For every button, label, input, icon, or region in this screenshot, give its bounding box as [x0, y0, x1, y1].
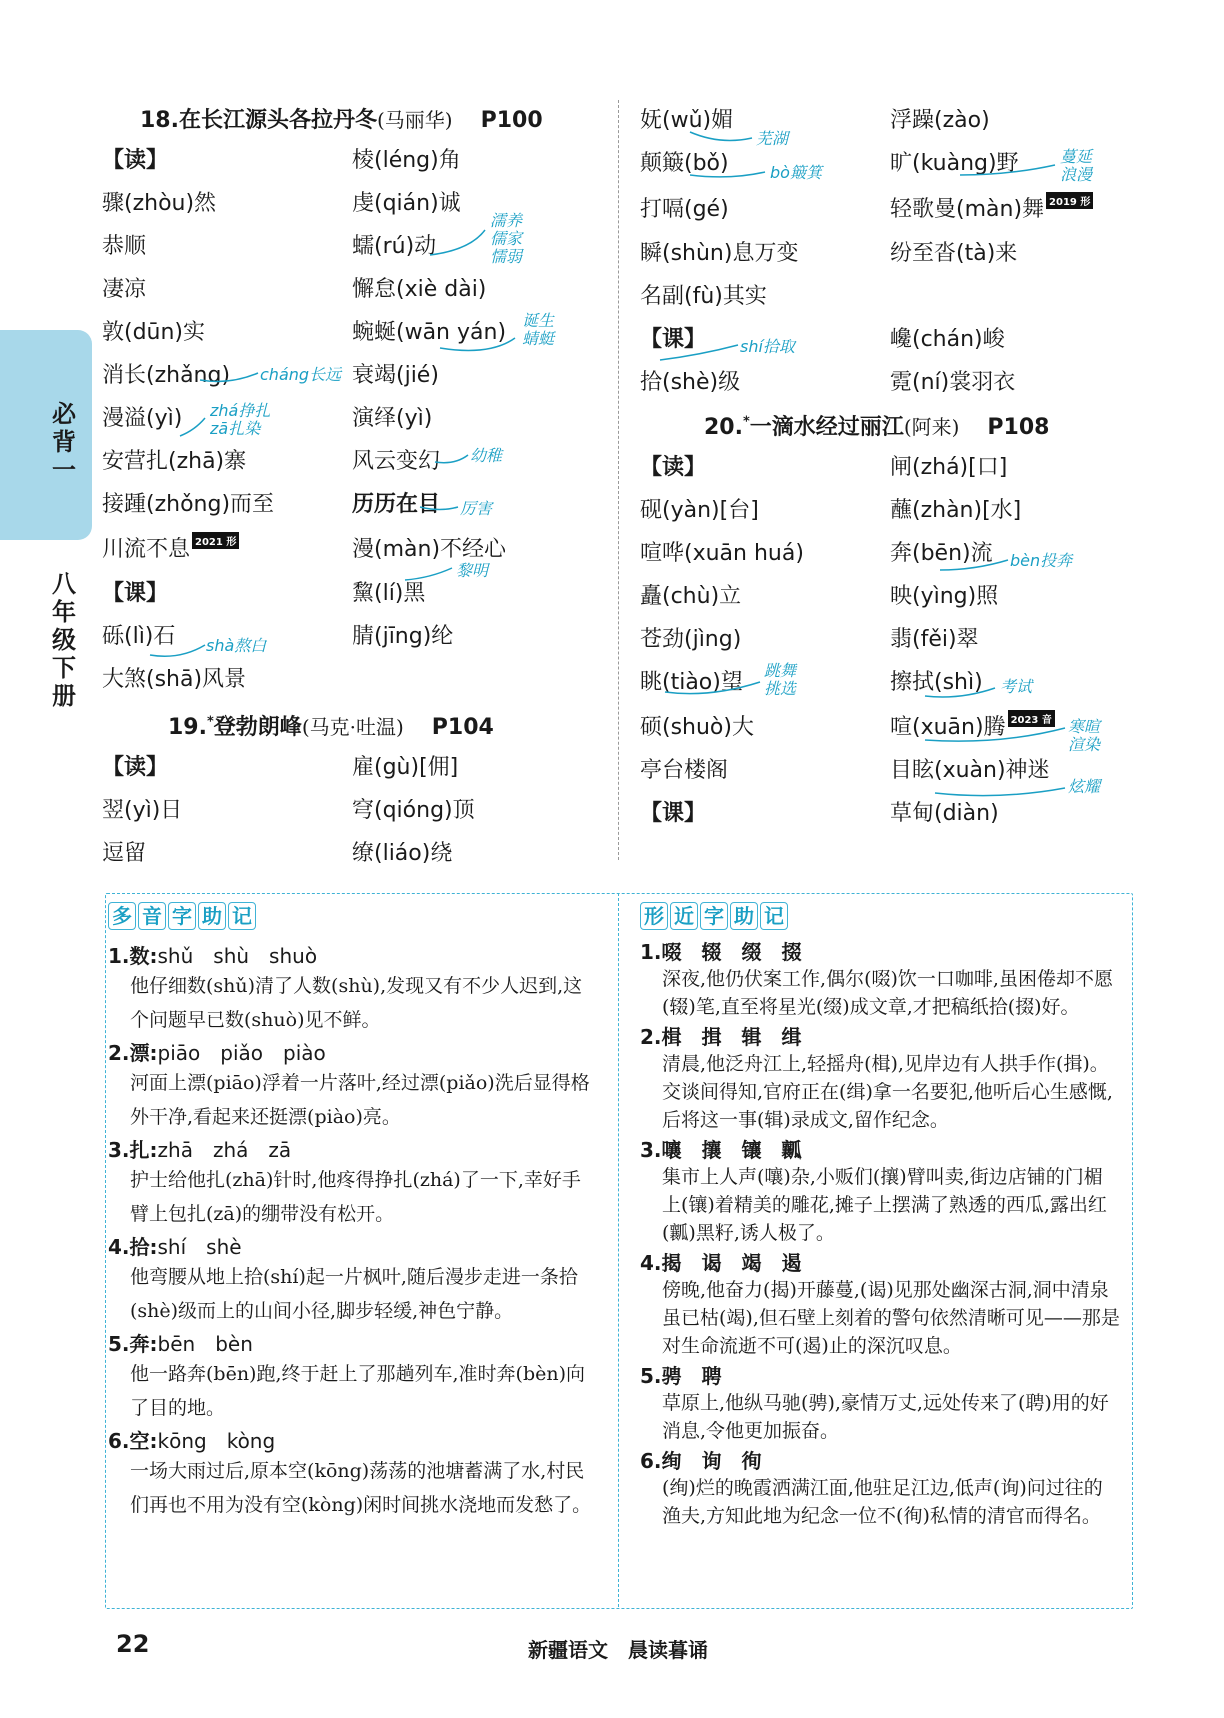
side-tab-grade: 八年级下册	[52, 570, 76, 710]
vocab-item: 懈怠(xiè dài)	[352, 277, 487, 302]
vocab-item: 瞬(shùn)息万变	[640, 241, 799, 266]
vocab-item: 妩(wǔ)媚	[640, 108, 734, 133]
vocab-item: 漫(màn)不经心	[352, 537, 507, 562]
vocab-item: 喧(xuān)腾 2023 音	[890, 710, 1055, 741]
vocab-item: 大煞(shā)风景	[102, 667, 247, 692]
annotation-note: 考试	[1000, 677, 1033, 696]
annotation-note: 跳舞 挑选	[764, 661, 797, 698]
vocab-item: 逗留	[102, 841, 147, 866]
exam-tag: 2019 形	[1046, 192, 1093, 209]
page-number: 22	[116, 1630, 150, 1658]
annotation-note: 寒暄 渲染	[1068, 717, 1101, 754]
vocab-item: 颠簸(bǒ)	[640, 151, 729, 176]
annotation-note: shà熬白	[206, 636, 267, 655]
vocab-item: 旷(kuàng)野	[890, 151, 1019, 176]
vocab-item: 川流不息 2021 形	[102, 532, 239, 563]
vocab-item: 轻歌曼(màn)舞 2019 形	[890, 192, 1093, 223]
lesson18-heading: 18.在长江源头各拉丹冬(马丽华) P100	[140, 108, 543, 133]
lesson20-read-label: 【读】	[640, 455, 707, 480]
side-tab-section: 必背一	[52, 400, 76, 484]
vocab-item: 蜿蜒(wān yán)	[352, 320, 507, 345]
annotation-note: 芜湖	[756, 129, 789, 148]
top-right-class-label: 【课】	[640, 327, 707, 352]
polyphone-item: 4.拾:shí shè 他弯腰从地上拾(shí)起一片枫叶,随后漫步走进一条拾(shè)级而上的山间小径,脚步轻缓,神色宁静。	[108, 1235, 578, 1322]
similar-item: 6.绚 询 徇 (绚)烂的晚霞洒满江面,他驻足江边,低声(询)问过往的渔夫,方知此地为纪念一位不(徇)私情的清官而得名。	[640, 1449, 1103, 1527]
similar-item: 3.嚷 攘 镶 瓤 集市上人声(嚷)杂,小贩们(攘)臂叫卖,街边店铺的门楣上(镶)着精美的雕花,摊子上摆满了熟透的西瓜,露出红(瓤)黑籽,诱人极了。	[640, 1138, 1107, 1244]
polyphone-item: 5.奔:bēn bèn 他一路奔(bēn)跑,终于赶上了那趟列车,准时奔(bèn)向了目的地。	[108, 1332, 586, 1419]
polyphone-item: 2.漂:piāo piǎo piào 河面上漂(piāo)浮着一片落叶,经过漂(piǎo)洗后显得格外干净,看起来还挺漂(piào)亮。	[108, 1041, 590, 1128]
vocab-item: 纷至沓(tà)来	[890, 241, 1018, 266]
vocab-item: 霓(ní)裳羽衣	[890, 370, 1016, 395]
vocab-item: 映(yìng)照	[890, 584, 999, 609]
vocab-item: 风云变幻	[352, 449, 441, 474]
vocab-item: 演绎(yì)	[352, 406, 433, 431]
vocab-item: 敦(dūn)实	[102, 320, 206, 345]
vocab-item: 穹(qióng)顶	[352, 798, 475, 823]
vocab-item: 巉(chán)峻	[890, 327, 1005, 352]
annotation-note: 蔓延 浪漫	[1060, 147, 1093, 184]
vocab-item: 目眩(xuàn)神迷	[890, 758, 1050, 783]
vocab-item: 骤(zhòu)然	[102, 191, 217, 216]
vocab-item: 棱(léng)角	[352, 148, 461, 173]
lesson20-class-label: 【课】	[640, 801, 707, 826]
similar-item: 5.骋 聘 草原上,他纵马驰(骋),豪情万丈,远处传来了(聘)用的好消息,令他更加振奋。	[640, 1364, 1109, 1442]
vocab-item: 苍劲(jìng)	[640, 627, 742, 652]
vocab-item: 眺(tiào)望	[640, 670, 743, 695]
vocab-item: 翡(fěi)翠	[890, 627, 979, 652]
vocab-item: 凄凉	[102, 277, 147, 302]
vocab-item: 翌(yì)日	[102, 798, 183, 823]
vocab-item: 硕(shuò)大	[640, 715, 754, 740]
annotation-note: bèn投奔	[1010, 551, 1073, 570]
vocab-item: 缭(liáo)绕	[352, 841, 453, 866]
vocab-item: 砾(lì)石	[102, 624, 176, 649]
vocab-item: 虔(qián)诚	[352, 191, 461, 216]
vocab-item: 草甸(diàn)	[890, 801, 999, 826]
polyphone-section-title: 多 音 字 助 记	[108, 902, 258, 930]
memory-aid-divider	[618, 893, 619, 1607]
vocab-item: 接踵(zhǒng)而至	[102, 492, 275, 517]
polyphone-item: 6.空:kōng kòng 一场大雨过后,原本空(kōng)荡荡的池塘蓄满了水,村民们再也不用为没有空(kòng)闲时间挑水浇地而发愁了。	[108, 1429, 592, 1516]
polyphone-item: 1.数:shǔ shù shuò 他仔细数(shǔ)清了人数(shù),发现又有不少人迟到,这个问题早已数(shuò)见不鲜。	[108, 944, 583, 1031]
annotation-note: 炫耀	[1068, 777, 1101, 796]
vocab-item: 闸(zhá)[口]	[890, 455, 1008, 480]
annotation-note: 厉害	[460, 499, 493, 518]
similar-section-title: 形 近 字 助 记	[640, 902, 790, 930]
vocab-item: 恭顺	[102, 234, 147, 259]
vocab-item: 打嗝(gé)	[640, 197, 729, 222]
vocab-item: 雇(gù)[佣]	[352, 755, 459, 780]
lesson20-heading: 20.*一滴水经过丽江(阿来) P108	[704, 414, 1050, 440]
lesson18-read-label: 【读】	[102, 148, 169, 173]
vocab-item: 浮躁(zào)	[890, 108, 990, 133]
vocab-item: 矗(chù)立	[640, 584, 742, 609]
vocab-item: 消长(zhǎng)	[102, 363, 231, 388]
vocab-item: 蠕(rú)动	[352, 234, 437, 259]
polyphone-list	[108, 940, 598, 1522]
polyphone-item: 3.扎:zhā zhá zā 护士给他扎(zhā)针时,他疼得挣扎(zhá)了一下,幸好手臂上包扎(zā)的绷带没有松开。	[108, 1138, 581, 1225]
vocab-item: 漫溢(yì)	[102, 406, 183, 431]
vocab-item: 亭台楼阁	[640, 758, 729, 783]
vocab-item: 奔(bēn)流	[890, 541, 993, 566]
vocab-item: 蘸(zhàn)[水]	[890, 498, 1022, 523]
vocab-item: 历历在目	[352, 492, 441, 517]
annotation-note: 黎明	[456, 561, 489, 580]
vocab-item: 擦拭(shì)	[890, 670, 983, 695]
vocab-item: 安营扎(zhā)寨	[102, 449, 247, 474]
vocab-item: 腈(jīng)纶	[352, 624, 454, 649]
annotation-note: 濡养 儒家 懦弱	[490, 211, 523, 266]
vocab-item: 黧(lí)黑	[352, 581, 426, 606]
annotation-note: zhá挣扎 zā扎染	[210, 401, 271, 438]
annotation-note: 诞生 蜻蜓	[522, 311, 555, 348]
annotation-note: 幼稚	[470, 446, 503, 465]
lesson19-read-label: 【读】	[102, 755, 169, 780]
similar-item: 1.啜 辍 缀 掇 深夜,他仍伏案工作,偶尔(啜)饮一口咖啡,虽困倦却不愿(辍)笔,直至将星光(缀)成文章,才把稿纸拾(掇)好。	[640, 940, 1113, 1018]
book-title: 新疆语文 晨读暮诵	[528, 1638, 708, 1662]
vocab-item: 拾(shè)级	[640, 370, 741, 395]
annotation-note: shí拾取	[740, 337, 795, 356]
vocab-item: 衰竭(jié)	[352, 363, 439, 388]
exam-tag: 2023 音	[1008, 710, 1055, 727]
exam-tag: 2021 形	[192, 532, 239, 549]
lesson19-heading: 19.*登勃朗峰(马克·吐温) P104	[168, 714, 494, 740]
vocab-item: 砚(yàn)[台]	[640, 498, 759, 523]
annotation-note: bò簸箕	[770, 163, 822, 182]
similar-list	[640, 936, 1120, 1530]
similar-item: 2.楫 揖 辑 缉 清晨,他泛舟江上,轻摇舟(楫),见岸边有人拱手作(揖)。交谈间得知,官府正在(缉)拿一名要犯,他听后心生感慨,后将这一事(辑)录成文,留作纪念。	[640, 1025, 1113, 1131]
annotation-note: cháng长远	[260, 365, 342, 384]
vocab-item: 喧哗(xuān huá)	[640, 541, 804, 566]
similar-item: 4.揭 谒 竭 遏 傍晚,他奋力(揭)开藤蔓,(谒)见那处幽深古洞,洞中清泉虽已枯(竭),但石壁上刻着的警句依然清晰可见——那是对生命流逝不可(遏)止的深沉叹息。	[640, 1251, 1120, 1357]
lesson18-class-label: 【课】	[102, 581, 169, 606]
vocab-item: 名副(fù)其实	[640, 284, 767, 309]
